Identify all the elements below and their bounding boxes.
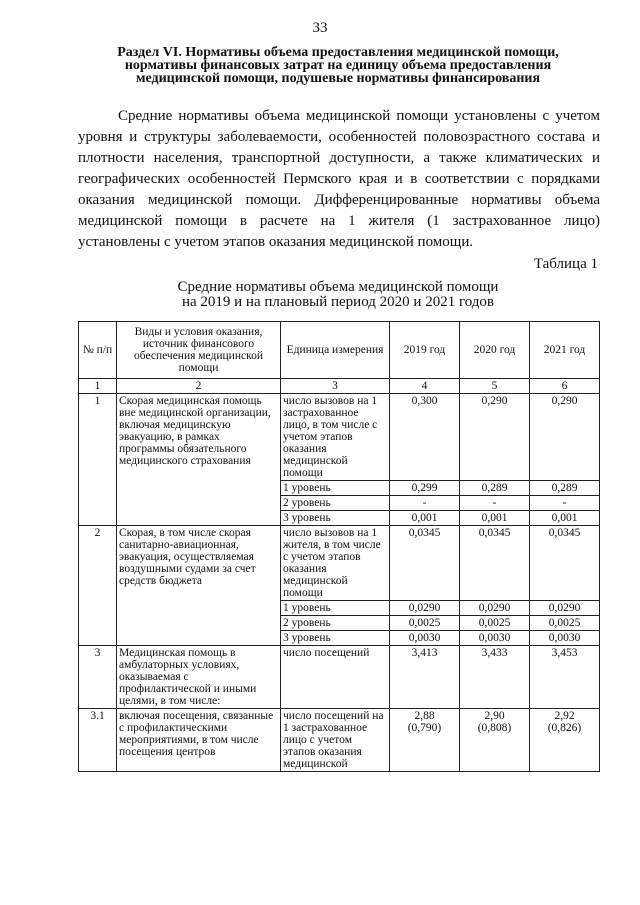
row-num: 2 xyxy=(79,526,117,646)
header-2020: 2020 год xyxy=(460,322,530,379)
value-2019: 0,0030 xyxy=(390,631,460,646)
value-2021: 0,290 xyxy=(530,394,600,481)
header-2021: 2021 год xyxy=(530,322,600,379)
table-row xyxy=(79,394,600,481)
value-2021: 0,0025 xyxy=(530,616,600,631)
header-unit: Единица измерения xyxy=(281,322,390,379)
table-row xyxy=(79,646,600,709)
row-unit: число посещений xyxy=(281,646,390,709)
row-unit: 3 уровень xyxy=(281,631,390,646)
row-unit: 1 уровень xyxy=(281,481,390,496)
value-paren: (0,826) xyxy=(547,722,582,734)
row-type: Медицинская помощь в амбулаторных условиях, оказываемая с профилактической и иными целями, в том числе: xyxy=(117,646,281,709)
value-2020 xyxy=(460,709,530,772)
row-num: 3.1 xyxy=(79,709,117,772)
row-type: Скорая, в том числе скорая санитарно-авиационная, эвакуация, осуществляемая воздушными судами за счет средств бюджета xyxy=(117,526,281,646)
heading-line: медицинской помощи, подушевые нормативы финансирования xyxy=(135,71,541,86)
section-heading xyxy=(78,46,598,85)
value-2021: 0,001 xyxy=(530,511,600,526)
value-2019: - xyxy=(390,496,460,511)
table-label: Таблица 1 xyxy=(533,256,598,272)
row-unit: 2 уровень xyxy=(281,616,390,631)
header-num: № п/п xyxy=(79,322,117,379)
row-unit: 3 уровень xyxy=(281,511,390,526)
value-2021: 0,289 xyxy=(530,481,600,496)
value-2020: 0,0290 xyxy=(460,601,530,616)
value-2019: 0,0025 xyxy=(390,616,460,631)
value-2019: 0,0290 xyxy=(390,601,460,616)
row-unit: 1 уровень xyxy=(281,601,390,616)
caption-line: на 2019 и на плановый период 2020 и 2021 годов xyxy=(181,294,495,310)
table-header-row xyxy=(79,322,600,379)
value-2021: 0,0030 xyxy=(530,631,600,646)
heading-line: Раздел VI. Нормативы объема предоставления медицинской помощи, xyxy=(117,45,559,60)
value-2020: 0,289 xyxy=(460,481,530,496)
value-2021: - xyxy=(530,496,600,511)
value-2021: 0,0290 xyxy=(530,601,600,616)
column-index: 5 xyxy=(460,379,530,394)
column-index: 1 xyxy=(79,379,117,394)
header-type: Виды и условия оказания, источник финансового обеспечения медицинской помощи xyxy=(117,322,281,379)
value-2019: 0,0345 xyxy=(390,526,460,601)
value-main: 2,88 xyxy=(414,710,435,722)
norms-table xyxy=(78,321,600,772)
value-main: 2,92 xyxy=(554,710,575,722)
table-caption xyxy=(78,280,598,310)
intro-paragraph: Средние нормативы объема медицинской помощи установлены с учетом уровня и структуры заболеваемости, особенностей половозрастного состава и плотности населения, транспортной доступности, а также климатических и географических особенностей Пермского края и в соответствии с порядками оказания медицинской помощи. Дифференцированные нормативы объема медицинской помощи в расчете на 1 жителя (1 застрахованное лицо) установлены с учетом этапов оказания медицинской помощи. xyxy=(78,108,600,250)
column-index: 2 xyxy=(117,379,281,394)
caption-line: Средние нормативы объема медицинской помощи xyxy=(177,279,499,295)
row-unit: число вызовов на 1 жителя, в том числе с учетом этапов оказания медицинской помощи xyxy=(281,526,390,601)
value-2020: - xyxy=(460,496,530,511)
value-2020: 0,0025 xyxy=(460,616,530,631)
row-num: 3 xyxy=(79,646,117,709)
value-paren: (0,790) xyxy=(407,722,442,734)
value-paren: (0,808) xyxy=(477,722,512,734)
value-2020: 0,290 xyxy=(460,394,530,481)
row-unit: число посещений на 1 застрахованное лицо с учетом этапов оказания медицинской xyxy=(281,709,390,772)
value-2020: 3,433 xyxy=(460,646,530,709)
row-unit: 2 уровень xyxy=(281,496,390,511)
row-type: Скорая медицинская помощь вне медицинской организации, включая медицинскую эвакуацию, в рамках программы обязательного медицинского страхования xyxy=(117,394,281,526)
page-number: 33 xyxy=(312,20,328,36)
heading-line: нормативы финансовых затрат на единицу объема предоставления xyxy=(124,58,552,73)
column-index: 6 xyxy=(530,379,600,394)
table-row xyxy=(79,526,600,601)
row-unit: число вызовов на 1 застрахованное лицо, в том числе с учетом этапов оказания медицинской помощи xyxy=(281,394,390,481)
row-num: 1 xyxy=(79,394,117,526)
table-row xyxy=(79,709,600,772)
column-index: 3 xyxy=(281,379,390,394)
value-2019: 0,001 xyxy=(390,511,460,526)
header-2019: 2019 год xyxy=(390,322,460,379)
column-index-row xyxy=(79,379,600,394)
value-main: 2,90 xyxy=(484,710,505,722)
value-2020: 0,0345 xyxy=(460,526,530,601)
value-2020: 0,001 xyxy=(460,511,530,526)
value-2021 xyxy=(530,709,600,772)
column-index: 4 xyxy=(390,379,460,394)
value-2019: 0,300 xyxy=(390,394,460,481)
value-2021: 3,453 xyxy=(530,646,600,709)
value-2019: 0,299 xyxy=(390,481,460,496)
row-type: включая посещения, связанные с профилактическими мероприятиями, в том числе посещения центров xyxy=(117,709,281,772)
value-2021: 0,0345 xyxy=(530,526,600,601)
value-2019 xyxy=(390,709,460,772)
value-2019: 3,413 xyxy=(390,646,460,709)
value-2020: 0,0030 xyxy=(460,631,530,646)
